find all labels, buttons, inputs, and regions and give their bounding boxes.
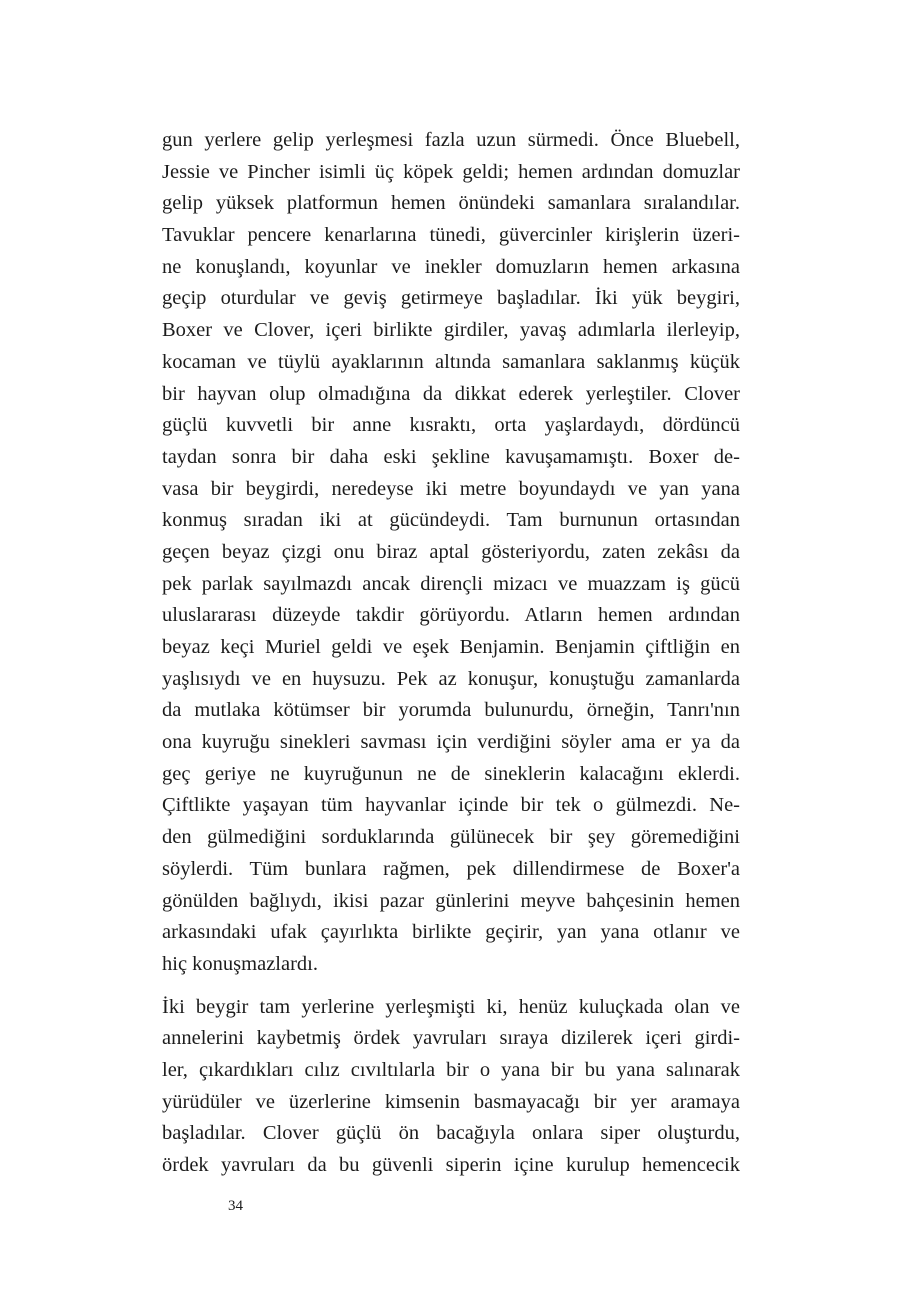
text-line: ördek yavruları da bu güvenli siperin içine kurulup hemencecik <box>162 1154 740 1176</box>
text-line: beyaz keçi Muriel geldi ve eşek Benjamin. Benjamin çiftliğin en <box>162 636 740 658</box>
text-line: konmuş sıradan iki at gücündeydi. Tam burnunun ortasından <box>162 509 740 532</box>
paragraph <box>162 125 740 981</box>
text-line: pek parlak sayılmazdı ancak dirençli mizacı ve muazzam iş gücü <box>162 572 740 595</box>
text-line: geç geriye ne kuyruğunun ne de sineklerin kalacağını eklerdi. <box>162 762 740 785</box>
text-line: geçen beyaz çizgi onu biraz aptal gösteriyordu, zaten zekâsı da <box>162 540 740 563</box>
text-line: hiç konuşmazlardı. <box>162 952 318 975</box>
text-line: söylerdi. Tüm bunlara rağmen, pek dillendirmese de Boxer'a <box>162 857 740 880</box>
paragraph <box>162 992 740 1182</box>
text-line: bir hayvan olup olmadığına da dikkat ederek yerleştiler. Clover <box>162 382 740 405</box>
text-line: Jessie ve Pincher isimli üç köpek geldi; hemen ardından domuzlar <box>162 160 740 183</box>
page-number: 34 <box>228 1198 243 1214</box>
text-line: ler, çıkardıkları cılız cıvıltılarla bir o yana bir bu yana salınarak <box>162 1058 740 1081</box>
text-line: Çiftlikte yaşayan tüm hayvanlar içinde bir tek o gülmezdi. Ne- <box>162 794 740 817</box>
text-line: annelerini kaybetmiş ördek yavruları sıraya dizilerek içeri girdi- <box>162 1027 740 1050</box>
text-line: vasa bir beygirdi, neredeyse iki metre boyundaydı ve yan yana <box>162 477 740 500</box>
text-line: geçip oturdular ve geviş getirmeye başladılar. İki yük beygiri, <box>162 287 740 310</box>
text-line: taydan sonra bir daha eski şekline kavuşamamıştı. Boxer de- <box>162 445 740 468</box>
text-line: den gülmediğini sorduklarında gülünecek bir şey göremediğini <box>162 826 740 849</box>
text-line: İki beygir tam yerlerine yerleşmişti ki, henüz kuluçkada olan ve <box>162 995 740 1018</box>
text-line: arkasındaki ufak çayırlıkta birlikte geçirir, yan yana otlanır ve <box>162 921 740 944</box>
text-line: Boxer ve Clover, içeri birlikte girdiler, yavaş adımlarla ilerleyip, <box>162 319 740 342</box>
body-text <box>162 125 740 1182</box>
text-line: yaşlısıydı ve en huysuzu. Pek az konuşur, konuştuğu zamanlarda <box>162 667 740 690</box>
text-line: ne konuşlandı, koyunlar ve inekler domuzların hemen arkasına <box>162 255 740 278</box>
text-line: yürüdüler ve üzerlerine kimsenin basmayacağı bir yer aramaya <box>162 1090 740 1113</box>
text-line: kocaman ve tüylü ayaklarının altında samanlara saklanmış küçük <box>162 350 740 373</box>
text-line: gelip yüksek platformun hemen önündeki samanlara sıralandılar. <box>162 192 740 215</box>
text-line: güçlü kuvvetli bir anne kısraktı, orta yaşlardaydı, dördüncü <box>162 414 740 437</box>
text-line: uluslararası düzeyde takdir görüyordu. Atların hemen ardından <box>162 604 740 627</box>
text-line: gun yerlere gelip yerleşmesi fazla uzun sürmedi. Önce Bluebell, <box>162 129 740 151</box>
text-line: gönülden bağlıydı, ikisi pazar günlerini meyve bahçesinin hemen <box>162 889 740 912</box>
text-line: Tavuklar pencere kenarlarına tünedi, güvercinler kirişlerin üzeri- <box>162 224 740 247</box>
text-line: ona kuyruğu sinekleri savması için verdiğini söyler ama er ya da <box>162 731 740 754</box>
text-line: da mutlaka kötümser bir yorumda bulunurdu, örneğin, Tanrı'nın <box>162 699 740 722</box>
text-line: başladılar. Clover güçlü ön bacağıyla onlara siper oluşturdu, <box>162 1122 740 1145</box>
